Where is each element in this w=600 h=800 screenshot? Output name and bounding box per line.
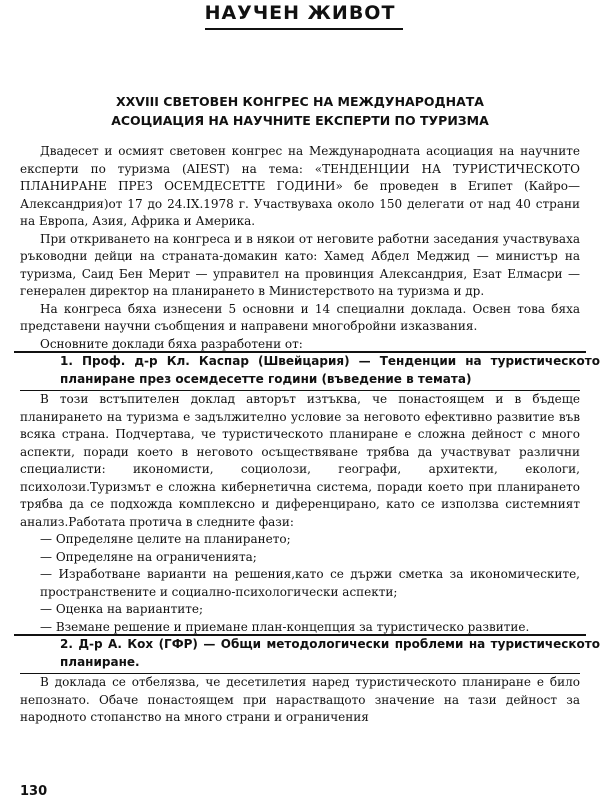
paragraph-main-reports: Основните доклади бяха разработени от:	[40, 336, 303, 351]
section-title: НАУЧЕН ЖИВОТ	[204, 2, 396, 24]
paragraph-report-1: В този встъпителен доклад авторът изтъква, че понастоящем и в бъдеще планирането на туризма е задължително условие за неговото ефективно развитие във всяка страна. Подчертава, че туристическото планиране е сложна дейност с много аспекти, поради което в неговото осъществяване трябва да участвуват различни специалисти: икономисти, социолози, географи, архитекти, екологи, психолози.Туризмът е сложна кибернетична система, поради което при планирането трябва да се подхожда комплексно и диференцирано, като се използва системният анализ.Работата протича в следните фази:	[20, 392, 580, 529]
report-2-heading-text: 2. Д-р А. Кох (ГФР) — Общи методологически проблеми на туристическото планиране.	[60, 637, 600, 669]
paragraph-opening: При откриването на конгреса и в някои от неговите работни заседания участвуваха ръководни дейци на страната-домакин като: Хамед Абдел Меджид — министър на туризма, Саид Бен Мерит — управител на провинция Александрия, Езат Елмасри — генерален директор на планирането в Министерството на туризма и др.	[20, 231, 580, 298]
article-body	[20, 143, 600, 727]
phase-item: — Оценка на вариантите;	[40, 602, 204, 616]
phase-item: — Определяне целите на планирането;	[40, 532, 291, 546]
report-2-heading	[20, 636, 600, 674]
document-page	[20, 0, 600, 800]
page-number: 130	[20, 784, 48, 799]
title-underline	[205, 28, 403, 30]
phase-item: — Определяне на ограниченията;	[40, 549, 257, 564]
phase-item: — Изработване варианти на решения,като се държи сметка за икономическите, пространствените и социално-психологически аспекти;	[40, 567, 580, 599]
paragraph-intro: Двадесет и осмият световен конгрес на Международната асоциация на научните експерти по туризма (AIEST) на тема: «ТЕНДЕНЦИИ НА ТУРИСТИЧЕСКОТО ПЛАНИРАНЕ ПРЕЗ ОСЕМДЕСЕТТЕ ГОДИНИ» бе проведен в Египет (Кайро—Александрия)от 17 до 24.IX.1978 г. Участвуваха около 150 делегати от над 40 страни на Европа, Азия, Африка и Америка.	[20, 144, 580, 228]
article-heading-line-2: АСОЦИАЦИЯ НА НАУЧНИТЕ ЕКСПЕРТИ ПО ТУРИЗМА	[111, 113, 489, 128]
report-1-heading	[20, 353, 600, 391]
article-heading-line-1: XXVIII СВЕТОВЕН КОНГРЕС НА МЕЖДУНАРОДНАТА	[116, 94, 484, 109]
article-heading	[20, 92, 580, 130]
phase-item: — Вземане решение и приемане план-концепция за туристическо развитие.	[40, 619, 530, 634]
paragraph-report-2: В доклада се отбелязва, че десетилетия наред туристическото планиране е било непознато. Обаче понастоящем при нарастващото значение на тази дейност за народното стопанство на много страни и ограничения	[20, 675, 580, 724]
paragraph-reports: На конгреса бяха изнесени 5 основни и 14 специални доклада. Освен това бяха представени научни съобщения и направени многобройни изказвания.	[20, 301, 580, 333]
report-1-heading-text: 1. Проф. д-р Кл. Каспар (Швейцария) — Тенденции на туристическото планиране през осемдесетте години (въведение в темата)	[60, 354, 600, 386]
